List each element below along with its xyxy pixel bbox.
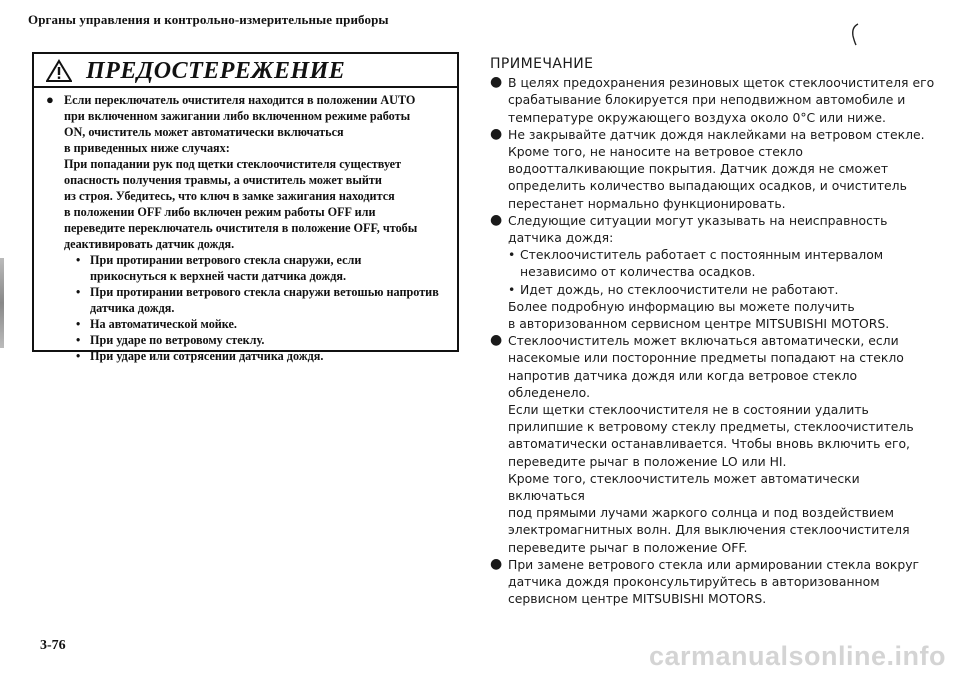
page-number: 3-76 [40, 638, 66, 653]
warning-line: При попадании рук под щетки стеклоочистителя существует [64, 157, 402, 171]
note-line: датчика дождя проконсультируйтесь в авторизованном [508, 574, 880, 590]
note-title: ПРИМЕЧАНИЕ [490, 56, 594, 72]
warning-divider [34, 86, 457, 88]
warning-case-list [76, 252, 449, 364]
bullet-dot-icon: • [76, 317, 81, 331]
note-line: Следующие ситуации могут указывать на неисправность [508, 212, 888, 228]
watermark: carmanualsonline.info [648, 641, 946, 671]
bullet-dot-icon: ● [46, 92, 54, 107]
warning-line: Если переключатель очистителя находится в положении AUTO [64, 93, 416, 107]
warning-body [46, 92, 449, 364]
warning-case-line: При протирании ветрового стекла снаружи, если [90, 253, 362, 267]
bullet-dot-icon: ● [490, 125, 503, 142]
note-item [490, 126, 938, 212]
bullet-dot-icon: ● [490, 211, 503, 228]
bullet-dot-icon: ● [490, 74, 503, 91]
bullet-dot-icon: • [508, 247, 516, 263]
warning-heading [46, 58, 345, 84]
warning-case-line: датчика дождя. [90, 301, 175, 315]
note-line: прилипшие к ветровому стеклу предметы, стеклоочиститель [508, 419, 914, 435]
note-line: Стеклоочиститель работает с постоянным интервалом [520, 247, 884, 263]
warning-title: ПРЕДОСТЕРЕЖЕНИЕ [86, 57, 346, 84]
bullet-dot-icon: ● [490, 555, 503, 572]
page-edge-shadow [0, 258, 4, 348]
bullet-dot-icon: • [76, 349, 81, 363]
note-item [490, 556, 938, 608]
note-item [490, 212, 938, 246]
bullet-dot-icon: • [508, 281, 516, 297]
note-line: Кроме того, не наносите на ветровое стекло [508, 144, 803, 160]
note-line: определить количество выпадающих осадков, и очиститель [508, 178, 907, 194]
warning-line: при включенном зажигании либо включенном режиме работы [64, 109, 411, 123]
note-sub-item [490, 246, 938, 280]
note-sub-item [490, 281, 938, 298]
warning-case-line: прикоснуться к верхней части датчика дождя. [90, 269, 347, 283]
warning-line: опасность получения травмы, а очиститель может выйти [64, 173, 382, 187]
warning-case-line: При ударе или сотрясении датчика дождя. [90, 349, 324, 363]
note-line: независимо от количества осадков. [520, 264, 756, 280]
warning-box [32, 52, 459, 363]
note-line: При замене ветрового стекла или армировании стекла вокруг [508, 556, 920, 572]
note-line: Не закрывайте датчик дождя наклейками на ветровом стекле. [508, 126, 925, 142]
note-line: температуре окружающего воздуха около 0°С или ниже. [508, 109, 886, 125]
warning-line: переведите переключатель очистителя в положение OFF, чтобы [64, 221, 418, 235]
note-line: Если щетки стеклоочистителя не в состоянии удалить [508, 402, 869, 418]
warning-case [76, 348, 449, 364]
page-header: Органы управления и контрольно-измерительные приборы [28, 12, 389, 27]
bullet-dot-icon: • [76, 253, 81, 267]
note-line: водоотталкивающие покрытия. Датчик дождя не сможет [508, 161, 889, 177]
note-line: Стеклоочиститель может включаться автоматически, если [508, 333, 899, 349]
note-line: Кроме того, стеклоочиститель может автоматически включаться [508, 470, 860, 504]
note-line: напротив датчика дождя или когда ветровое стекло обледенело. [508, 367, 858, 400]
note-line: переведите рычаг в положение OFF. [508, 539, 748, 555]
warning-case-line: При протирании ветрового стекла снаружи ветошью напротив [90, 285, 439, 299]
warning-line: деактивировать датчик дождя. [64, 237, 235, 251]
note-line: под прямыми лучами жаркого солнца и под воздействием [508, 505, 894, 521]
warning-line: ON, очиститель может автоматически включаться [64, 125, 344, 139]
warning-bullet [46, 92, 449, 252]
note-line: насекомые или посторонние предметы попадают на стекло [508, 350, 904, 366]
note-item [490, 74, 938, 126]
note-line: Идет дождь, но стеклоочистители не работают. [520, 281, 839, 297]
warning-line: в положении OFF либо включен режим работы OFF или [64, 205, 376, 219]
note-line: электромагнитных волн. Для выключения стеклоочистителя [508, 522, 910, 538]
warning-case-line: При ударе по ветровому стеклу. [90, 333, 265, 347]
note-section [490, 56, 938, 608]
bullet-dot-icon: ● [490, 332, 503, 349]
warning-line: в приведенных ниже случаях: [64, 141, 230, 155]
bullet-dot-icon: • [76, 285, 81, 299]
note-line: В целях предохранения резиновых щеток стеклоочистителя его [508, 75, 935, 91]
note-line: датчика дождя: [508, 230, 614, 246]
warning-line: из строя. Убедитесь, что ключ в замке зажигания находится [64, 189, 395, 203]
warning-triangle-icon [46, 59, 72, 83]
note-line: переведите рычаг в положение LO или HI. [508, 453, 787, 469]
warning-case [76, 316, 449, 332]
warning-case [76, 252, 449, 284]
warning-case-line: На автоматической мойке. [90, 317, 237, 331]
note-item [490, 332, 938, 556]
note-line: автоматически останавливается. Чтобы вновь включить его, [508, 436, 910, 452]
warning-case [76, 332, 449, 348]
pen-mark-icon [848, 22, 862, 46]
note-line: Более подробную информацию вы можете получить [508, 298, 855, 314]
warning-case [76, 284, 449, 316]
note-sub-followup [490, 298, 938, 332]
bullet-dot-icon: • [76, 333, 81, 347]
note-line: в авторизованном сервисном центре MITSUBISHI MOTORS. [508, 316, 890, 332]
note-line: срабатывание блокируется при неподвижном автомобиле и [508, 92, 906, 108]
note-line: перестанет нормально функционировать. [508, 195, 786, 211]
note-line: сервисном центре MITSUBISHI MOTORS. [508, 591, 767, 607]
